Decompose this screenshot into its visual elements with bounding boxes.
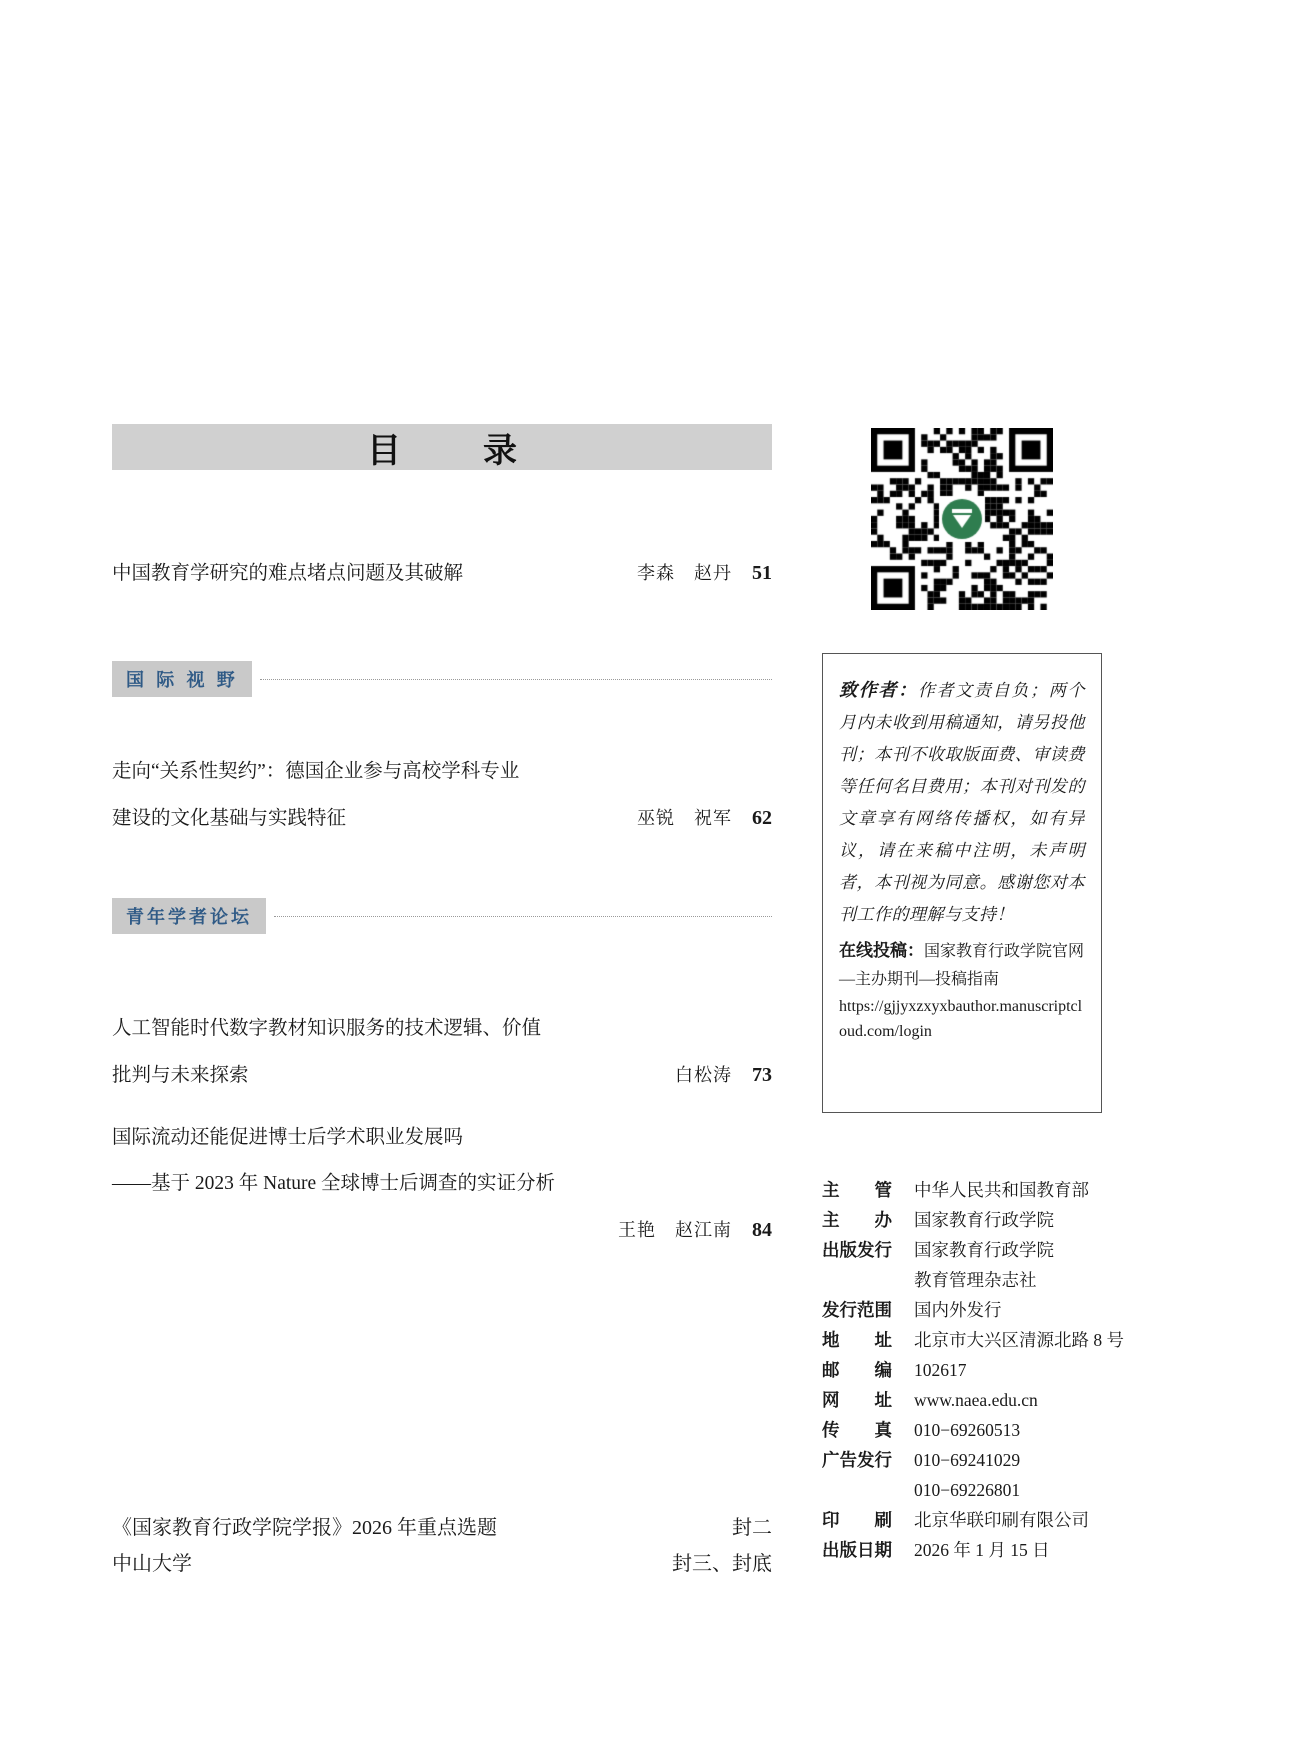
- table-of-contents: [112, 424, 772, 1247]
- colophon-value: 国家教育行政学院: [914, 1210, 1054, 1230]
- colophon-label: 印 刷: [822, 1510, 892, 1530]
- notice-submission: [839, 937, 1085, 994]
- toc-entry-title-line2: ——基于 2023 年 Nature 全球博士后调查的实证分析: [112, 1173, 556, 1194]
- page-title: 目 录: [367, 430, 541, 471]
- cover-note-row: [112, 1510, 772, 1546]
- cover-note-page: 封三、封底: [672, 1553, 772, 1575]
- toc-section-header: [112, 898, 772, 934]
- colophon-value: 国家教育行政学院: [914, 1240, 1054, 1260]
- colophon-label: 地 址: [822, 1330, 892, 1350]
- toc-entry-page: 73: [752, 1064, 772, 1086]
- toc-entry-title-line1: 走向“关系性契约”：德国企业参与高校学科专业: [112, 761, 520, 782]
- toc-entry[interactable]: [112, 755, 772, 836]
- qr-code-image: [871, 428, 1053, 610]
- colophon-value: 中华人民共和国教育部: [914, 1180, 1089, 1200]
- colophon-label: 主 办: [822, 1210, 892, 1230]
- colophon-row: [822, 1265, 1122, 1295]
- notice-body: [839, 674, 1085, 931]
- toc-entry-page: 51: [752, 562, 772, 584]
- colophon-value: 国内外发行: [914, 1300, 1002, 1320]
- toc-entry[interactable]: [112, 1121, 772, 1247]
- section-tag-label: 青年学者论坛: [112, 898, 266, 934]
- toc-entry-page: 62: [752, 807, 772, 829]
- colophon-row: [822, 1295, 1122, 1325]
- section-divider: [274, 916, 772, 917]
- notice-submission-heading: 在线投稿：: [839, 941, 924, 960]
- toc-entry-authors: 巫锐 祝军: [637, 808, 732, 828]
- colophon-row: [822, 1415, 1122, 1445]
- colophon-row: [822, 1385, 1122, 1415]
- colophon-row: [822, 1475, 1122, 1505]
- colophon-label: 网 址: [822, 1390, 892, 1410]
- colophon-label: 广告发行: [822, 1450, 892, 1470]
- colophon-label: 主 管: [822, 1180, 892, 1200]
- toc-entry[interactable]: [112, 556, 772, 591]
- toc-entry-title-line2: 批判与未来探索: [112, 1065, 249, 1086]
- section-tag-label: 国 际 视 野: [112, 661, 252, 697]
- cover-note-page: 封二: [732, 1517, 772, 1539]
- colophon-value: 010−69226801: [914, 1480, 1021, 1500]
- toc-entry-authors: 王艳 赵江南: [618, 1220, 732, 1240]
- cover-note-text: 《国家教育行政学院学报》2026 年重点选题: [112, 1517, 497, 1539]
- colophon-row: [822, 1235, 1122, 1265]
- toc-entry-title-line1: 人工智能时代数字教材知识服务的技术逻辑、价值: [112, 1018, 542, 1039]
- colophon-row: [822, 1175, 1122, 1205]
- colophon-value: 教育管理杂志社: [914, 1270, 1037, 1290]
- colophon-value: 北京华联印刷有限公司: [914, 1510, 1089, 1530]
- colophon-label: 发行范围: [822, 1300, 892, 1320]
- colophon-label: 邮 编: [822, 1360, 892, 1380]
- colophon: [822, 1175, 1122, 1565]
- notice-submission-text: 国家教育行政学院官网—主办期刊—投稿指南: [839, 943, 1085, 988]
- cover-note-text: 中山大学: [112, 1553, 192, 1575]
- colophon-label: 出版发行: [822, 1240, 892, 1260]
- toc-entry-title-line2: 建设的文化基础与实践特征: [112, 808, 347, 829]
- colophon-row: [822, 1535, 1122, 1565]
- colophon-row: [822, 1445, 1122, 1475]
- toc-entry-authors: 李森 赵丹: [637, 563, 732, 583]
- colophon-value: 2026 年 1 月 15 日: [914, 1540, 1050, 1560]
- colophon-label: 出版日期: [822, 1540, 892, 1560]
- toc-section-header: [112, 661, 772, 697]
- colophon-value: 010−69260513: [914, 1420, 1021, 1440]
- toc-entry[interactable]: [112, 1012, 772, 1093]
- toc-entry-title: 中国教育学研究的难点堵点问题及其破解: [112, 563, 464, 584]
- section-divider: [260, 679, 772, 680]
- colophon-value: 北京市大兴区清源北路 8 号: [914, 1330, 1124, 1350]
- colophon-row: [822, 1325, 1122, 1355]
- qr-code[interactable]: [871, 428, 1053, 610]
- colophon-row: [822, 1355, 1122, 1385]
- toc-title-bar: [112, 424, 772, 470]
- toc-entry-authors: 白松涛: [675, 1065, 732, 1085]
- colophon-value[interactable]: www.naea.edu.cn: [914, 1390, 1038, 1410]
- notice-to-authors-box: [822, 653, 1102, 1113]
- colophon-label: 传 真: [822, 1420, 892, 1440]
- colophon-row: [822, 1205, 1122, 1235]
- toc-entry-title-line1: 国际流动还能促进博士后学术职业发展吗: [112, 1127, 464, 1148]
- colophon-value: 010−69241029: [914, 1450, 1021, 1470]
- cover-notes: [112, 1510, 772, 1582]
- colophon-value: 102617: [914, 1360, 967, 1380]
- notice-submission-url[interactable]: https://gjjyxzxyxbauthor.manuscriptcloud.com/login: [839, 998, 1083, 1040]
- notice-heading: 致作者：: [839, 680, 918, 700]
- toc-entry-page: 84: [752, 1219, 772, 1241]
- cover-note-row: [112, 1546, 772, 1582]
- colophon-row: [822, 1505, 1122, 1535]
- notice-text: 作者文责自负；两个月内未收到用稿通知，请另投他刊；本刊不收取版面费、审读费等任何名目费用；本刊对刊发的文章享有网络传播权，如有异议，请在来稿中注明，未声明者，本刊视为同意。感谢您对本刊工作的理解与支持！: [839, 681, 1086, 924]
